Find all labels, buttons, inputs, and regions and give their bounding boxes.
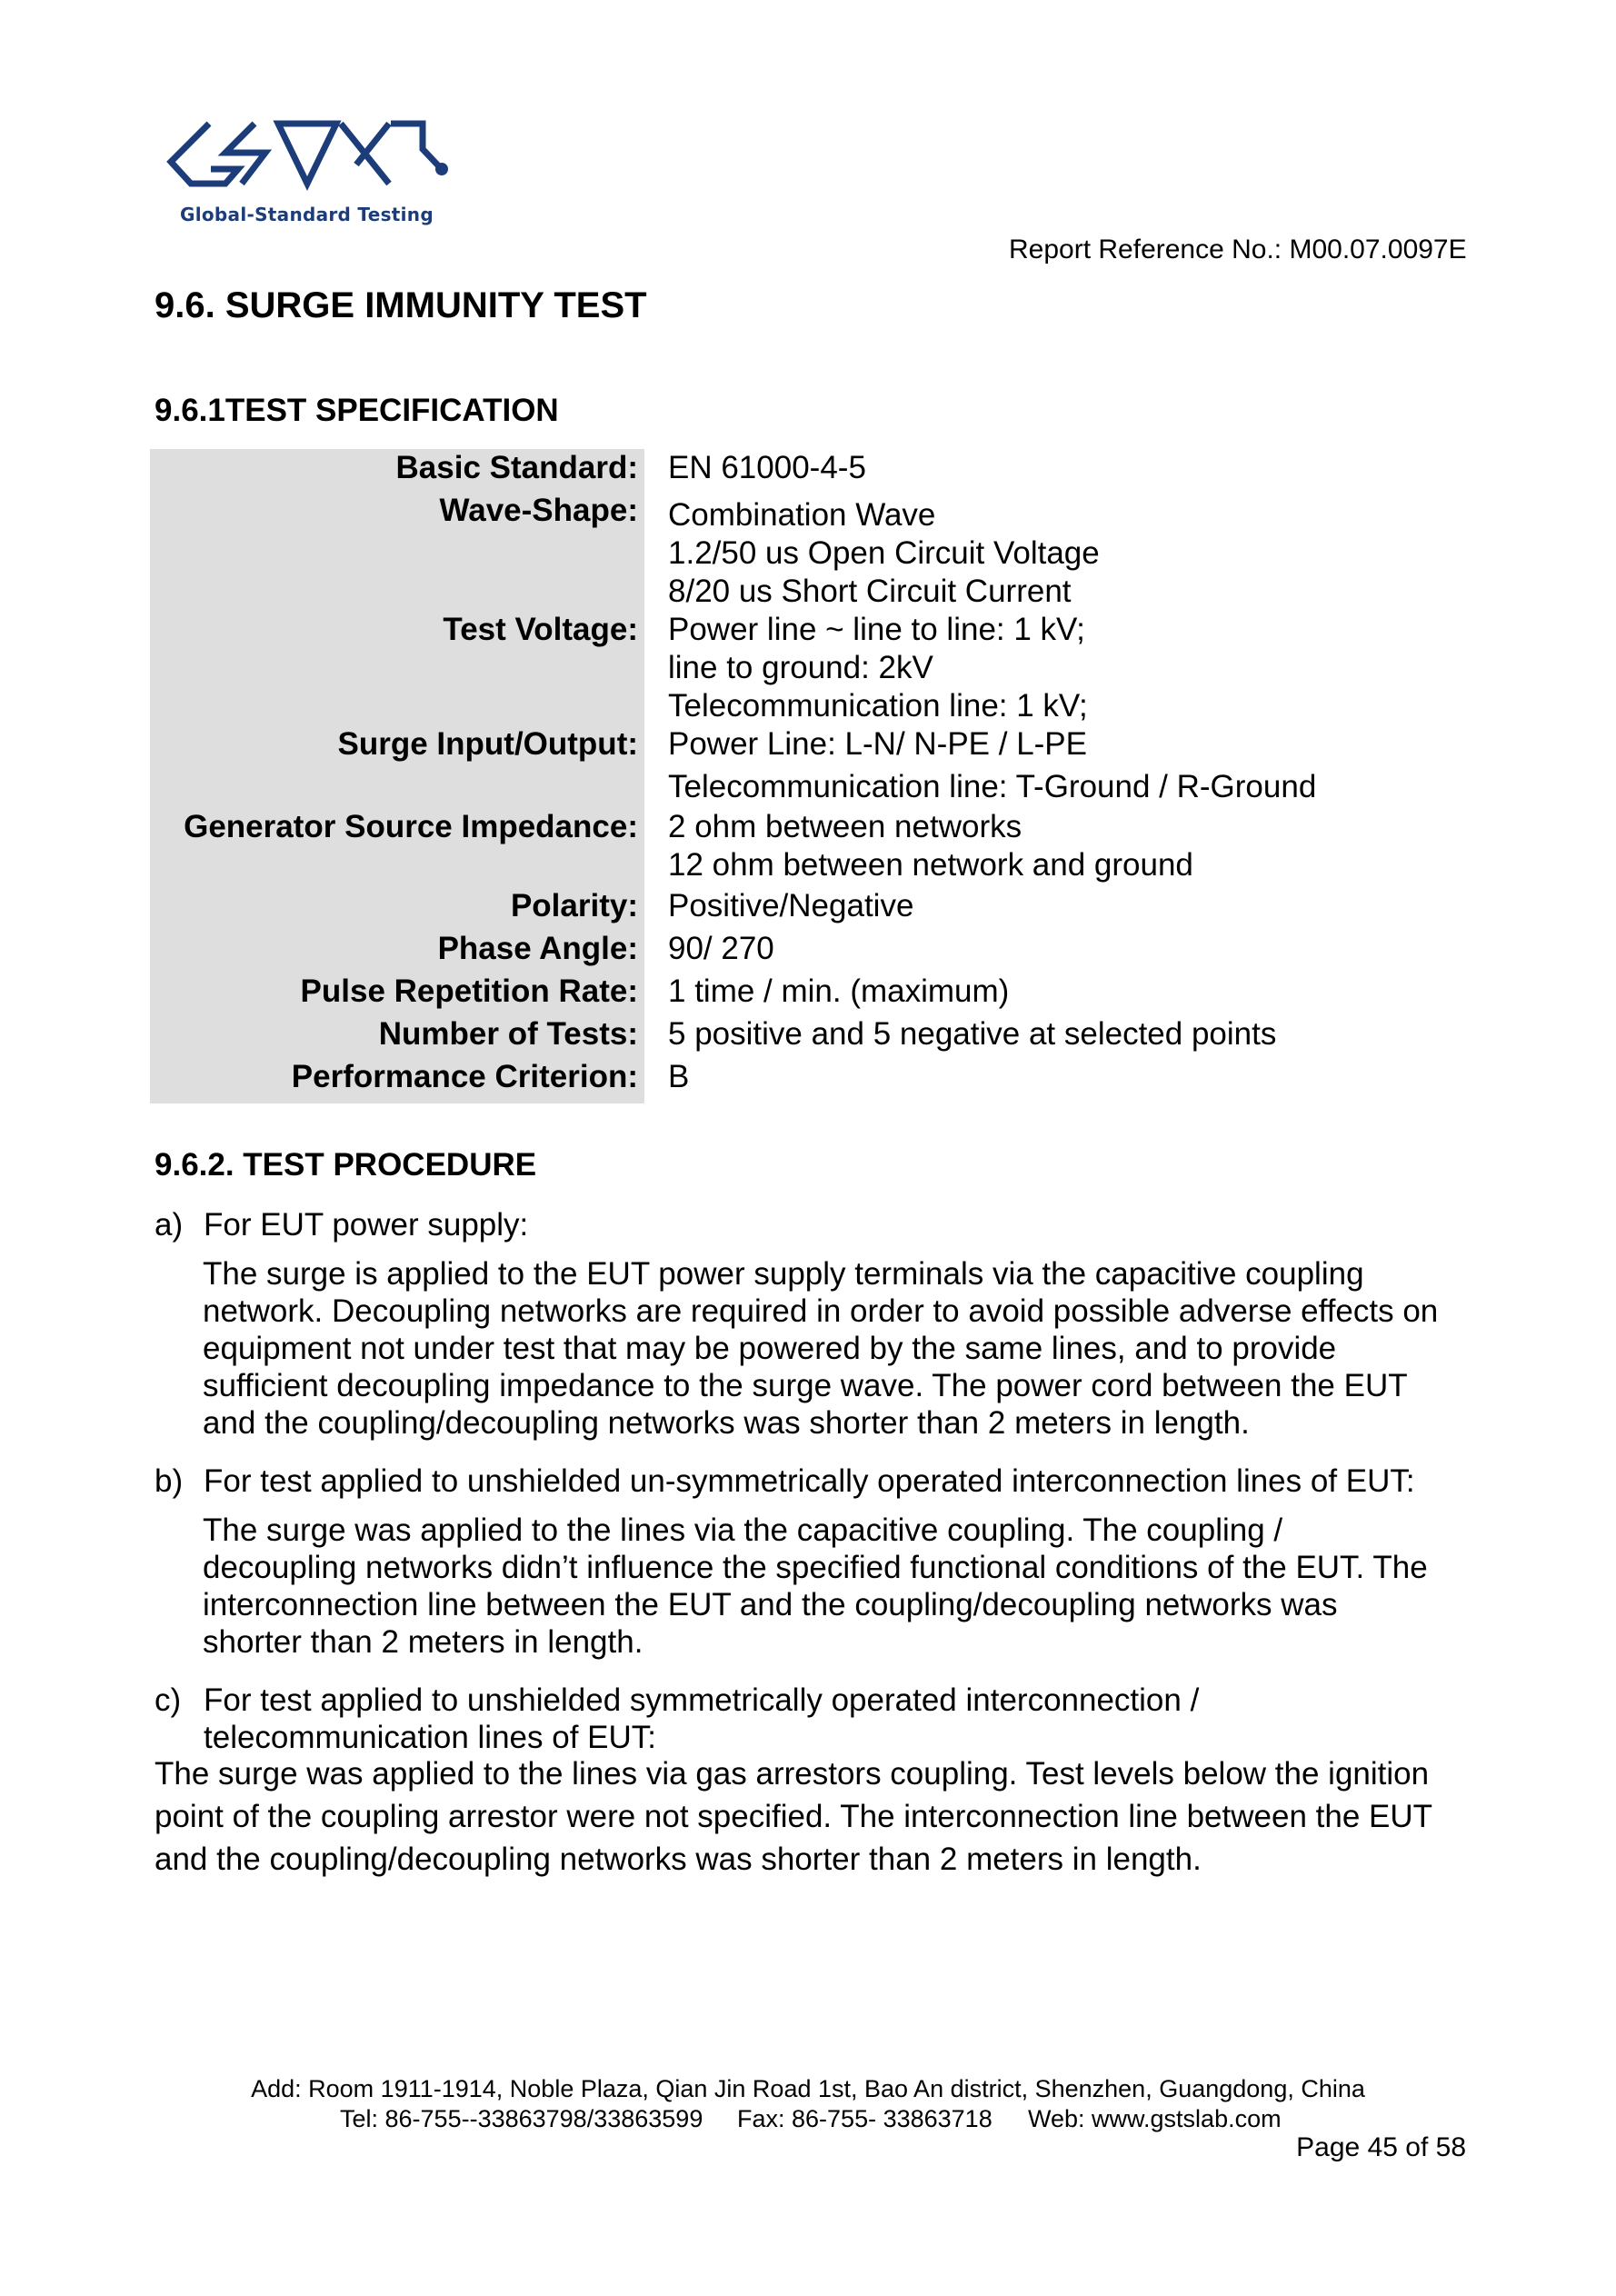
spec-label: Wave-Shape: (439, 493, 638, 528)
spec-label: Basic Standard: (395, 450, 638, 485)
paragraph-line: sufficient decoupling impedance to the surge wave. The power cord between the EUT (203, 1368, 1408, 1403)
paragraph-line: The surge was applied to the lines via gas arrestors coupling. Test levels below the ignition (155, 1756, 1430, 1792)
paragraph-line: network. Decoupling networks are required in order to avoid possible adverse effects on (203, 1293, 1439, 1329)
paragraph-line: shorter than 2 meters in length. (203, 1624, 643, 1660)
spec-value: line to ground: 2kV (668, 650, 933, 685)
spec-value: 12 ohm between network and ground (668, 847, 1193, 883)
spec-value: 8/20 us Short Circuit Current (668, 574, 1072, 609)
paragraph-line: and the coupling/decoupling networks was shorter than 2 meters in length. (203, 1405, 1250, 1441)
spec-value: 90/ 270 (668, 931, 774, 966)
spec-value: 5 positive and 5 negative at selected points (668, 1016, 1277, 1052)
page-number: Page 45 of 58 (1296, 2132, 1466, 2162)
footer-fax: Fax: 86-755- 33863718 (737, 2105, 993, 2132)
spec-value: 2 ohm between networks (668, 809, 1022, 844)
spec-heading: 9.6.1TEST SPECIFICATION (155, 393, 559, 428)
spec-value: 1.2/50 us Open Circuit Voltage (668, 535, 1100, 571)
item-heading: For test applied to unshielded symmetrically operated interconnection / (204, 1682, 1200, 1718)
spec-label: Number of Tests: (378, 1016, 638, 1052)
spec-label: Polarity: (510, 888, 638, 923)
report-reference: Report Reference No.: M00.07.0097E (1009, 235, 1467, 265)
footer-web: Web: www.gstslab.com (1028, 2105, 1282, 2132)
logo-text: Global-Standard Testing (180, 204, 434, 225)
spec-label: Test Voltage: (443, 612, 638, 647)
spec-label: Performance Criterion: (291, 1059, 638, 1094)
item-letter: c) (155, 1682, 182, 1718)
logo-mark-icon (155, 115, 454, 205)
spec-value: Positive/Negative (668, 888, 914, 923)
procedure-heading: 9.6.2. TEST PROCEDURE (155, 1147, 537, 1183)
procedure-paragraph (203, 1512, 1475, 1661)
procedure-paragraph (203, 1255, 1475, 1442)
footer-tel: Tel: 86-755--33863798/33863599 (340, 2105, 703, 2132)
paragraph-line: point of the coupling arrestor were not specified. The interconnection line between the EUT (155, 1799, 1433, 1834)
spec-value: Telecommunication line: 1 kV; (668, 688, 1088, 724)
spec-value: Power Line: L-N/ N-PE / L-PE (668, 726, 1087, 762)
spec-label: Pulse Repetition Rate: (300, 973, 638, 1009)
spec-value: 1 time / min. (maximum) (668, 973, 1010, 1009)
spec-value: B (668, 1059, 690, 1094)
spec-value: Power line ~ line to line: 1 kV; (668, 612, 1085, 647)
section-title: 9.6. SURGE IMMUNITY TEST (155, 285, 647, 325)
paragraph-line: equipment not under test that may be powered by the same lines, and to provide (203, 1331, 1337, 1366)
spec-label: Generator Source Impedance: (184, 809, 638, 844)
paragraph-line: interconnection line between the EUT and the coupling/decoupling networks was (203, 1587, 1338, 1622)
spec-value: Combination Wave (668, 497, 936, 533)
item-heading-continued: telecommunication lines of EUT: (204, 1720, 656, 1755)
spec-label: Surge Input/Output: (337, 726, 638, 762)
paragraph-line: and the coupling/decoupling networks was shorter than 2 meters in length. (155, 1842, 1202, 1877)
paragraph-line: decoupling networks didn’t influence the specified functional conditions of the EUT. The (203, 1550, 1428, 1585)
company-logo (155, 115, 454, 233)
spec-label: Phase Angle: (437, 931, 638, 966)
spec-value: Telecommunication line: T-Ground / R-Ground (668, 769, 1317, 804)
item-heading: For EUT power supply: (204, 1207, 529, 1243)
paragraph-line: The surge was applied to the lines via the capacitive coupling. The coupling / (203, 1512, 1283, 1548)
procedure-final-paragraph (155, 1752, 1432, 1881)
footer-address: Add: Room 1911-1914, Noble Plaza, Qian Jin Road 1st, Bao An district, Shenzhen, Guangdong, China (251, 2075, 1365, 2102)
item-letter: b) (155, 1463, 184, 1499)
paragraph-line: The surge is applied to the EUT power supply terminals via the capacitive coupling (203, 1256, 1364, 1292)
spec-value: EN 61000-4-5 (668, 450, 866, 485)
item-letter: a) (155, 1207, 184, 1243)
item-heading: For test applied to unshielded un-symmetrically operated interconnection lines of EUT: (204, 1463, 1415, 1499)
